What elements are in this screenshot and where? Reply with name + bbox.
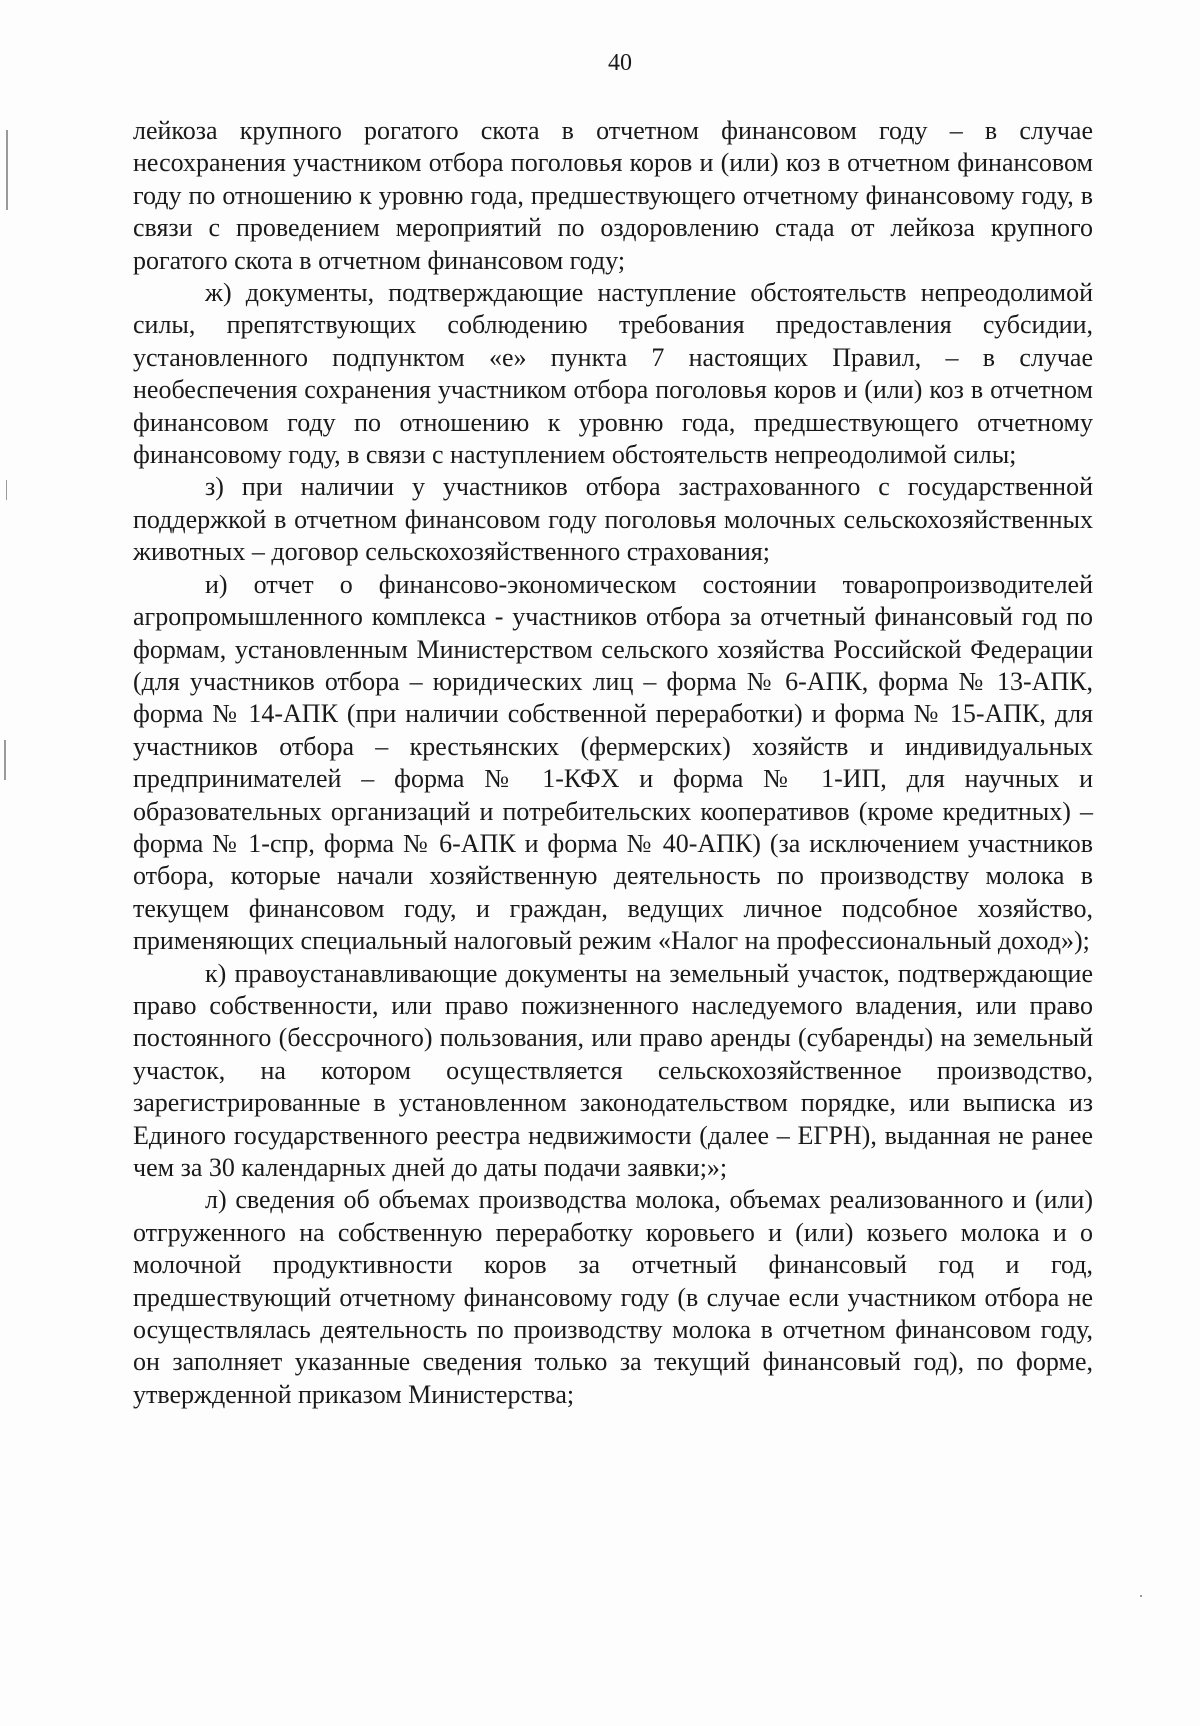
- paragraph-item-zh: ж) документы, подтверждающие наступление обстоятельств непреодолимой силы, препятствующих соблюдению требования предоставления субсидии, установленного подпунктом «е» пункта 7 настоящих Правил, – в случае необеспечения сохранения участником отбора поголовья коров и (или) коз в отчетном финансовом году по отношению к уровню года, предшествующего отчетному финансовому году, в связи с наступлением обстоятельств непреодолимой силы;: [133, 278, 1093, 470]
- scan-artifact: [4, 740, 6, 780]
- body-text: [133, 115, 1093, 1411]
- paragraph-leukosis-continuation: лейкоза крупного рогатого скота в отчетном финансовом году – в случае несохранения участником отбора поголовья коров и (или) коз в отчетном финансовом году по отношению к уровню года, предшествующего отчетному финансовому году, в связи с проведением мероприятий по оздоровлению стада от лейкоза крупного рогатого скота в отчетном финансовом году;: [133, 116, 1093, 275]
- paragraph-item-k: к) правоустанавливающие документы на земельный участок, подтверждающие право собственности, или право пожизненного наследуемого владения, или право постоянного (бессрочного) пользования, или право аренды (субаренды) на земельный участок, на котором осуществляется сельскохозяйственное производство, зарегистрированные в установленном законодательством порядке, или выписка из Единого государственного реестра недвижимости (далее – ЕГРН), выданная не ранее чем за 30 календарных дней до даты подачи заявки;»;: [133, 958, 1093, 1182]
- scan-artifact: [1140, 1595, 1142, 1597]
- scan-artifact: [6, 130, 8, 210]
- paragraph-item-z: з) при наличии у участников отбора застрахованного с государственной поддержкой в отчетном финансовом году поголовья молочных сельскохозяйственных животных – договор сельскохозяйственного страхования;: [133, 472, 1093, 567]
- scan-artifact: [6, 480, 7, 500]
- page-number: 40: [608, 50, 632, 76]
- paragraph-item-i: и) отчет о финансово-экономическом состоянии товаропроизводителей агропромышленного комплекса - участников отбора за отчетный финансовый год по формам, установленным Министерством сельского хозяйства Российской Федерации (для участников отбора – юридических лиц – форма № 6-АПК, форма № 13-АПК, форма № 14-АПК (при наличии собственной переработки) и форма № 15-АПК, для участников отбора – крестьянских (фермерских) хозяйств и индивидуальных предпринимателей – форма № 1-КФХ и форма № 1-ИП, для научных и образовательных организаций и потребительских кооперативов (кроме кредитных) – форма № 1-спр, форма № 6-АПК и форма № 40-АПК) (за исключением участников отбора, которые начали хозяйственную деятельность по производству молока в текущем финансовом году, и граждан, ведущих личное подсобное хозяйство, применяющих специальный налоговый режим «Налог на профессиональный доход»);: [133, 569, 1093, 956]
- paragraph-item-l: л) сведения об объемах производства молока, объемах реализованного и (или) отгруженного на собственную переработку коровьего и (или) козьего молока и о молочной продуктивности коров за отчетный финансовый год и год, предшествующий отчетному финансовому году (в случае если участником отбора не осуществлялась деятельность по производству молока в отчетном финансовом году, он заполняет указанные сведения только за текущий финансовый год), по форме, утвержденной приказом Министерства;: [133, 1185, 1093, 1409]
